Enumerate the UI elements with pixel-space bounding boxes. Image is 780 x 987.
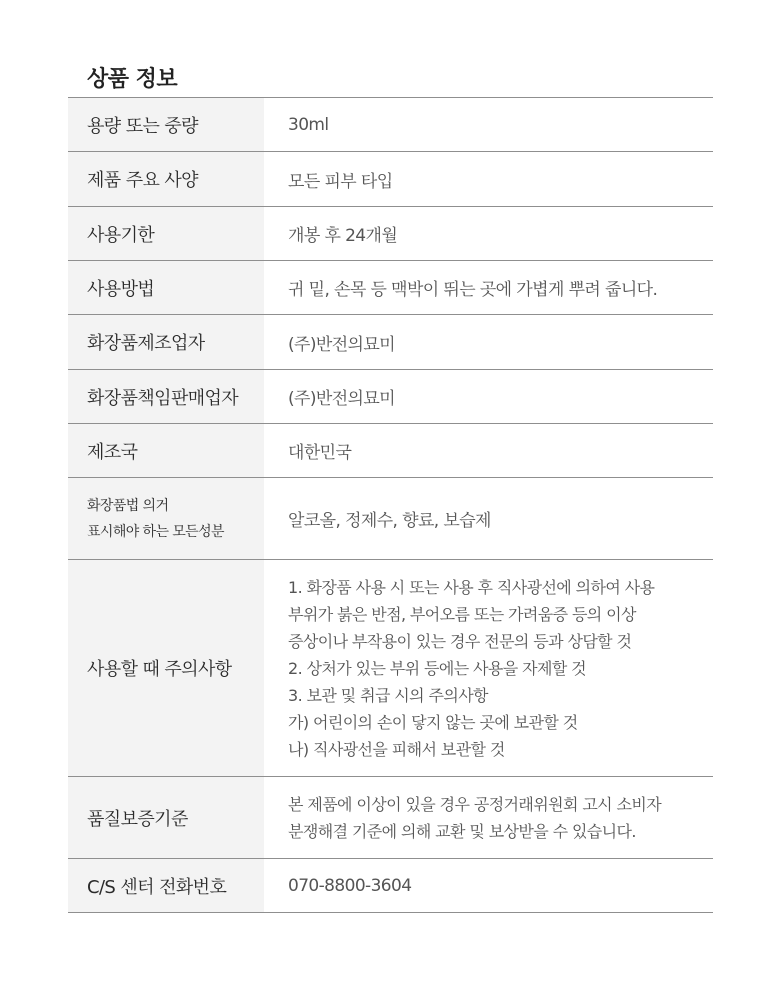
- value-line: 본 제품에 이상이 있을 경우 공정거래위원회 고시 소비자: [288, 794, 662, 814]
- row-value-usage: 귀 밑, 손목 등 맥박이 뛰는 곳에 가볍게 뿌려 줍니다.: [288, 280, 658, 300]
- value-line: 가) 어린이의 손이 닿지 않는 곳에 보관할 것: [288, 712, 578, 732]
- value-line: 2. 상처가 있는 부위 등에는 사용을 자제할 것: [288, 658, 587, 678]
- row-label-line: 표시해야 하는 모든성분: [87, 523, 224, 540]
- row-value-ingredients: 알코올, 정제수, 향료, 보습제: [288, 511, 491, 531]
- table-row: [68, 777, 713, 859]
- table-row: [68, 478, 713, 560]
- row-label-expiry: 사용기한: [68, 207, 264, 260]
- row-value-precautions: [264, 560, 713, 776]
- table-row: [68, 370, 713, 424]
- row-label-country: 제조국: [68, 424, 264, 477]
- row-label-volume: 용량 또는 중량: [68, 98, 264, 151]
- table-row: [68, 207, 713, 261]
- value-line: 증상이나 부작용이 있는 경우 전문의 등과 상담할 것: [288, 631, 632, 651]
- row-value-spec: 모든 피부 타입: [288, 171, 393, 192]
- row-label-precautions: 사용할 때 주의사항: [68, 560, 264, 776]
- row-label-ingredients: [68, 478, 264, 559]
- row-label-seller: 화장품책임판매업자: [68, 370, 264, 423]
- row-value-volume: 30ml: [288, 114, 329, 135]
- row-value-cs-phone: 070-8800-3604: [288, 875, 412, 896]
- value-line: 부위가 붉은 반점, 부어오름 또는 가려움증 등의 이상: [288, 604, 636, 624]
- value-line: 나) 직사광선을 피해서 보관할 것: [288, 739, 505, 759]
- row-value-manufacturer: (주)반전의묘미: [288, 334, 395, 355]
- table-row: [68, 261, 713, 315]
- table-row: [68, 152, 713, 207]
- value-line: 3. 보관 및 취급 시의 주의사항: [288, 685, 488, 705]
- row-label-usage: 사용방법: [68, 261, 264, 314]
- row-label-line: 화장품법 의거: [87, 497, 169, 514]
- row-value-country: 대한민국: [288, 443, 352, 463]
- section-title: 상품 정보: [87, 67, 178, 92]
- row-label-cs-phone: C/S 센터 전화번호: [68, 859, 264, 912]
- value-line: 분쟁해결 기준에 의해 교환 및 보상받을 수 있습니다.: [288, 821, 636, 841]
- row-label-manufacturer: 화장품제조업자: [68, 315, 264, 369]
- table-row: [68, 98, 713, 152]
- row-value-expiry: 개봉 후 24개월: [288, 226, 398, 246]
- table-row: [68, 424, 713, 478]
- row-value-seller: (주)반전의묘미: [288, 389, 395, 409]
- value-line: 1. 화장품 사용 시 또는 사용 후 직사광선에 의하여 사용: [288, 577, 655, 597]
- table-row: [68, 859, 713, 913]
- table-row: [68, 315, 713, 370]
- row-label-spec: 제품 주요 사양: [68, 152, 264, 206]
- product-info-table: [68, 97, 713, 913]
- row-value-quality: [264, 777, 713, 858]
- row-label-quality: 품질보증기준: [68, 777, 264, 858]
- table-row: [68, 560, 713, 777]
